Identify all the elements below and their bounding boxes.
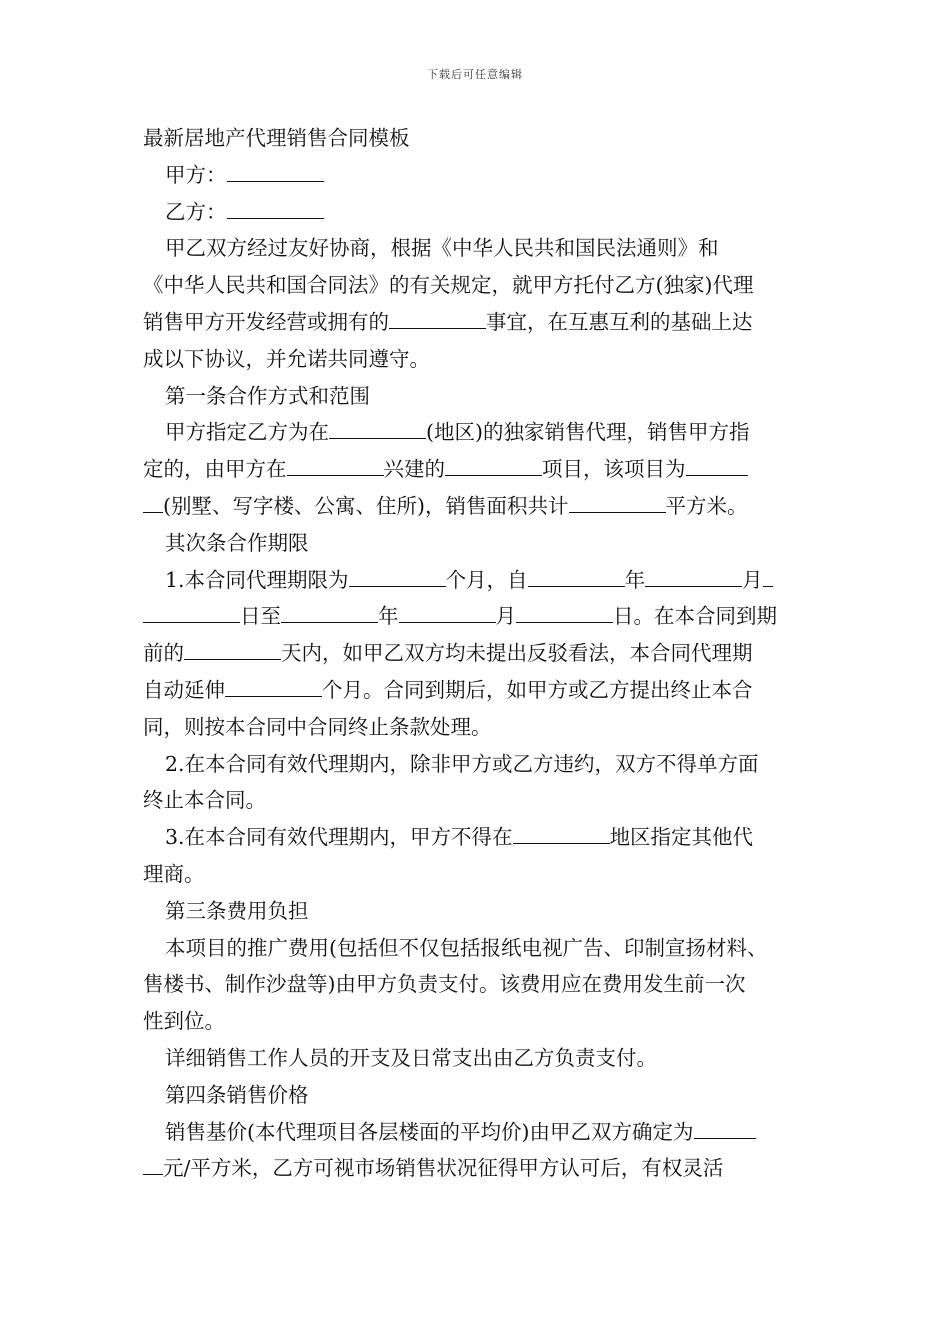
- article-2-line-2: [143, 598, 811, 635]
- text: 销售基价(本代理项目各层楼面的平均价)由甲乙双方确定为: [165, 1119, 694, 1144]
- start-day-blank-cont: [143, 603, 240, 623]
- start-month-blank: [645, 566, 742, 586]
- text: 平方米。: [665, 493, 748, 518]
- page-header: 下载后可任意编辑: [427, 68, 523, 81]
- article-2-line-4: [143, 672, 811, 709]
- text: 日至: [240, 604, 281, 629]
- text: 月: [742, 567, 763, 592]
- project-name-blank: [445, 456, 542, 476]
- article-2-heading: 其次条合作期限: [165, 530, 309, 555]
- article-3-line-3: 性到位。: [143, 1009, 225, 1034]
- text: 元/平方米，乙方可视市场销售状况征得甲方认可后，有权灵活: [163, 1156, 724, 1181]
- article-3-line-1: 本项目的推广费用(包括但不仅包括报纸电视广告、印制宣扬材料、: [165, 935, 768, 960]
- exclusive-region-blank: [513, 824, 610, 844]
- article-2-line-8: [143, 819, 811, 856]
- text: 甲方指定乙方为在: [165, 420, 329, 445]
- text: 前的: [143, 641, 184, 666]
- days-blank: [184, 640, 281, 660]
- text: (别墅、写字楼、公寓、住所)，销售面积共计: [163, 493, 569, 518]
- text: 年: [378, 604, 399, 629]
- article-2-line-1: [143, 562, 811, 599]
- contract-body: [143, 120, 811, 1187]
- end-month-blank: [399, 603, 496, 623]
- article-2-line-3: [143, 635, 811, 672]
- text: 3.在本合同有效代理期内，甲方不得在: [165, 825, 513, 850]
- article-2-line-7: 终止本合同。: [143, 788, 266, 813]
- end-year-blank: [281, 603, 378, 623]
- text: 自动延伸: [143, 677, 225, 702]
- article-1-line-2: [143, 451, 811, 488]
- article-3-line-4: 详细销售工作人员的开支及日常支出由乙方负责支付。: [165, 1045, 657, 1070]
- intro-text: 销售甲方开发经营或拥有的: [143, 309, 389, 334]
- base-price-blank: [694, 1118, 756, 1138]
- article-2-line-5: 同，则按本合同中合同终止条款处理。: [143, 714, 492, 739]
- intro-blank: [389, 309, 486, 329]
- text: 项目，该项目为: [542, 457, 686, 482]
- start-year-blank: [528, 566, 625, 586]
- base-price-blank-cont: [143, 1155, 163, 1175]
- article-1-line-3: [143, 488, 811, 525]
- article-2-line-9: 理商。: [143, 861, 205, 886]
- party-a-blank: [227, 161, 324, 181]
- text: 定的，由甲方在: [143, 457, 287, 482]
- party-a-line: [143, 157, 811, 194]
- text: (地区)的独家销售代理，销售甲方指: [426, 420, 750, 445]
- article-1-line-1: [143, 414, 811, 451]
- party-b-line: [143, 194, 811, 231]
- party-a-label: 甲方：: [165, 162, 227, 187]
- article-2-line-6: 2.在本合同有效代理期内，除非甲方或乙方违约，双方不得单方面: [165, 751, 759, 776]
- start-day-blank: [763, 566, 773, 586]
- extension-months-blank: [225, 676, 322, 696]
- area-blank: [569, 493, 666, 513]
- text: 年: [624, 567, 646, 592]
- text: 个月，自: [445, 567, 528, 592]
- region-blank: [329, 419, 426, 439]
- project-type-blank-cont: [143, 493, 163, 513]
- article-3-line-2: 售楼书、制作沙盘等)由甲方负责支付。该费用应在费用发生前一次: [143, 972, 746, 997]
- intro-line-2: 《中华人民共和国合同法》的有关规定，就甲方托付乙方(独家)代理: [143, 273, 754, 298]
- location-blank: [287, 456, 384, 476]
- intro-line-4: 成以下协议，并允诺共同遵守。: [143, 346, 430, 371]
- text: 个月。合同到期后，如甲方或乙方提出终止本合: [322, 677, 753, 702]
- article-4-heading: 第四条销售价格: [165, 1082, 309, 1107]
- intro-line-3: [143, 304, 811, 341]
- article-1-heading: 第一条合作方式和范围: [165, 383, 370, 408]
- article-3-heading: 第三条费用负担: [165, 898, 309, 923]
- party-b-blank: [227, 198, 324, 218]
- text: 地区指定其他代: [609, 825, 754, 850]
- text: 日。在本合同到期: [613, 604, 777, 629]
- article-4-line-1: [143, 1114, 811, 1151]
- project-type-blank: [686, 456, 748, 476]
- intro-line-1: 甲乙双方经过友好协商，根据《中华人民共和国民法通则》和: [165, 236, 719, 261]
- document-title: 最新居地产代理销售合同模板: [143, 126, 410, 150]
- intro-text: 事宜，在互惠互利的基础上达: [486, 309, 753, 334]
- text: 1.本合同代理期限为: [165, 567, 349, 592]
- text: 天内，如甲乙双方均未提出反驳看法，本合同代理期: [281, 641, 753, 666]
- text: 兴建的: [383, 457, 445, 482]
- term-months-blank: [349, 566, 446, 586]
- article-4-line-2: [143, 1150, 811, 1187]
- text: 月: [495, 604, 516, 629]
- end-day-blank: [516, 603, 613, 623]
- party-b-label: 乙方：: [165, 199, 227, 224]
